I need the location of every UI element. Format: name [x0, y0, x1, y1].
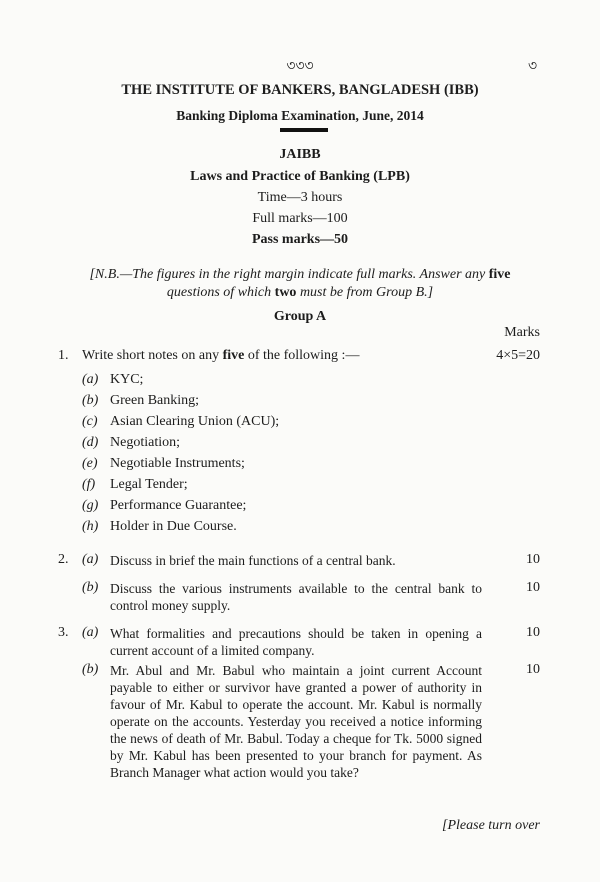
item-text: Negotiable Instruments;	[110, 456, 245, 471]
full-marks: Full marks—100	[252, 211, 348, 226]
question-1-marks: 4×5=20	[496, 348, 540, 363]
question-3b-marks: 10	[526, 662, 540, 677]
item-text: Negotiation;	[110, 435, 180, 450]
item-text: KYC;	[110, 372, 144, 387]
note-part1: [N.B.—The figures in the right margin indicate full marks. Answer any	[89, 267, 489, 282]
page-number-bengali: ৩৩৩	[286, 59, 314, 74]
item-label: (e)	[82, 456, 98, 471]
note-part2: questions of which	[166, 285, 275, 300]
list-item	[82, 435, 180, 451]
note-two: two	[274, 285, 297, 300]
list-item	[82, 498, 246, 514]
list-item	[82, 414, 279, 430]
part-label: (b)	[82, 662, 99, 677]
question-number: 1.	[58, 348, 69, 363]
item-text: Holder in Due Course.	[110, 519, 237, 534]
marks-header: Marks	[504, 325, 540, 340]
list-item	[82, 372, 143, 388]
group-heading: Group A	[273, 309, 327, 324]
question-number: 3.	[58, 625, 69, 640]
question-2b-marks: 10	[526, 580, 540, 595]
q1-text-post: of the following :—	[244, 348, 360, 363]
note-part3: must be from Group B.]	[296, 285, 434, 300]
item-label: (d)	[82, 435, 99, 450]
list-item	[82, 393, 199, 409]
part-label: (a)	[82, 625, 99, 640]
item-text: Legal Tender;	[110, 477, 188, 492]
item-label: (a)	[82, 372, 99, 387]
question-1-text	[82, 348, 359, 364]
question-3b-text: Mr. Abul and Mr. Babul who maintain a joint current Account payable to either or survivor have granted a power of authority in favour of Mr. Kabul to operate the account. Mr. Kabul is normally operate on the accounts. Yesterday you received a notice informing the news of death of Mr. Babul. Today a cheque for Tk. 5000 signed by Mr. Kabul has been presented to your branch for payment. As Branch Manager what action would you take?	[110, 663, 482, 780]
item-text: Performance Guarantee;	[110, 498, 247, 513]
exam-title: Banking Diploma Examination, June, 2014	[176, 108, 424, 123]
institute-title: THE INSTITUTE OF BANKERS, BANGLADESH (IBB)	[121, 82, 479, 98]
question-number: 2.	[58, 552, 69, 567]
item-label: (g)	[82, 498, 99, 513]
item-text: Green Banking;	[110, 393, 200, 408]
q1-text-bold: five	[222, 348, 245, 363]
question-2b-text: Discuss the various instruments available to the central bank to control money supply.	[110, 581, 482, 613]
subject-title: Laws and Practice of Banking (LPB)	[190, 169, 410, 184]
time-allowed: Time—3 hours	[257, 190, 343, 205]
question-2a-marks: 10	[526, 552, 540, 567]
question-2a-text: Discuss in brief the main functions of a central bank.	[110, 553, 396, 568]
question-3a-text: What formalities and precautions should be taken in opening a current account of a limited company.	[110, 626, 482, 658]
item-label: (h)	[82, 519, 99, 534]
title-underline	[280, 128, 328, 132]
list-item	[82, 519, 237, 535]
question-3a-marks: 10	[526, 625, 540, 640]
pass-marks: Pass marks—50	[251, 232, 349, 247]
list-item	[82, 477, 188, 493]
item-label: (f)	[82, 477, 96, 492]
please-turn-over: [Please turn over	[442, 818, 540, 833]
q1-text-pre: Write short notes on any	[82, 348, 223, 363]
page-side-number: ৩	[528, 59, 538, 74]
instructions-note	[0, 266, 600, 302]
level-title: JAIBB	[279, 147, 321, 162]
list-item	[82, 456, 245, 472]
item-label: (b)	[82, 393, 99, 408]
part-label: (b)	[82, 580, 99, 595]
item-text: Asian Clearing Union (ACU);	[110, 414, 280, 429]
note-five: five	[488, 267, 511, 282]
part-label: (a)	[82, 552, 99, 567]
item-label: (c)	[82, 414, 98, 429]
